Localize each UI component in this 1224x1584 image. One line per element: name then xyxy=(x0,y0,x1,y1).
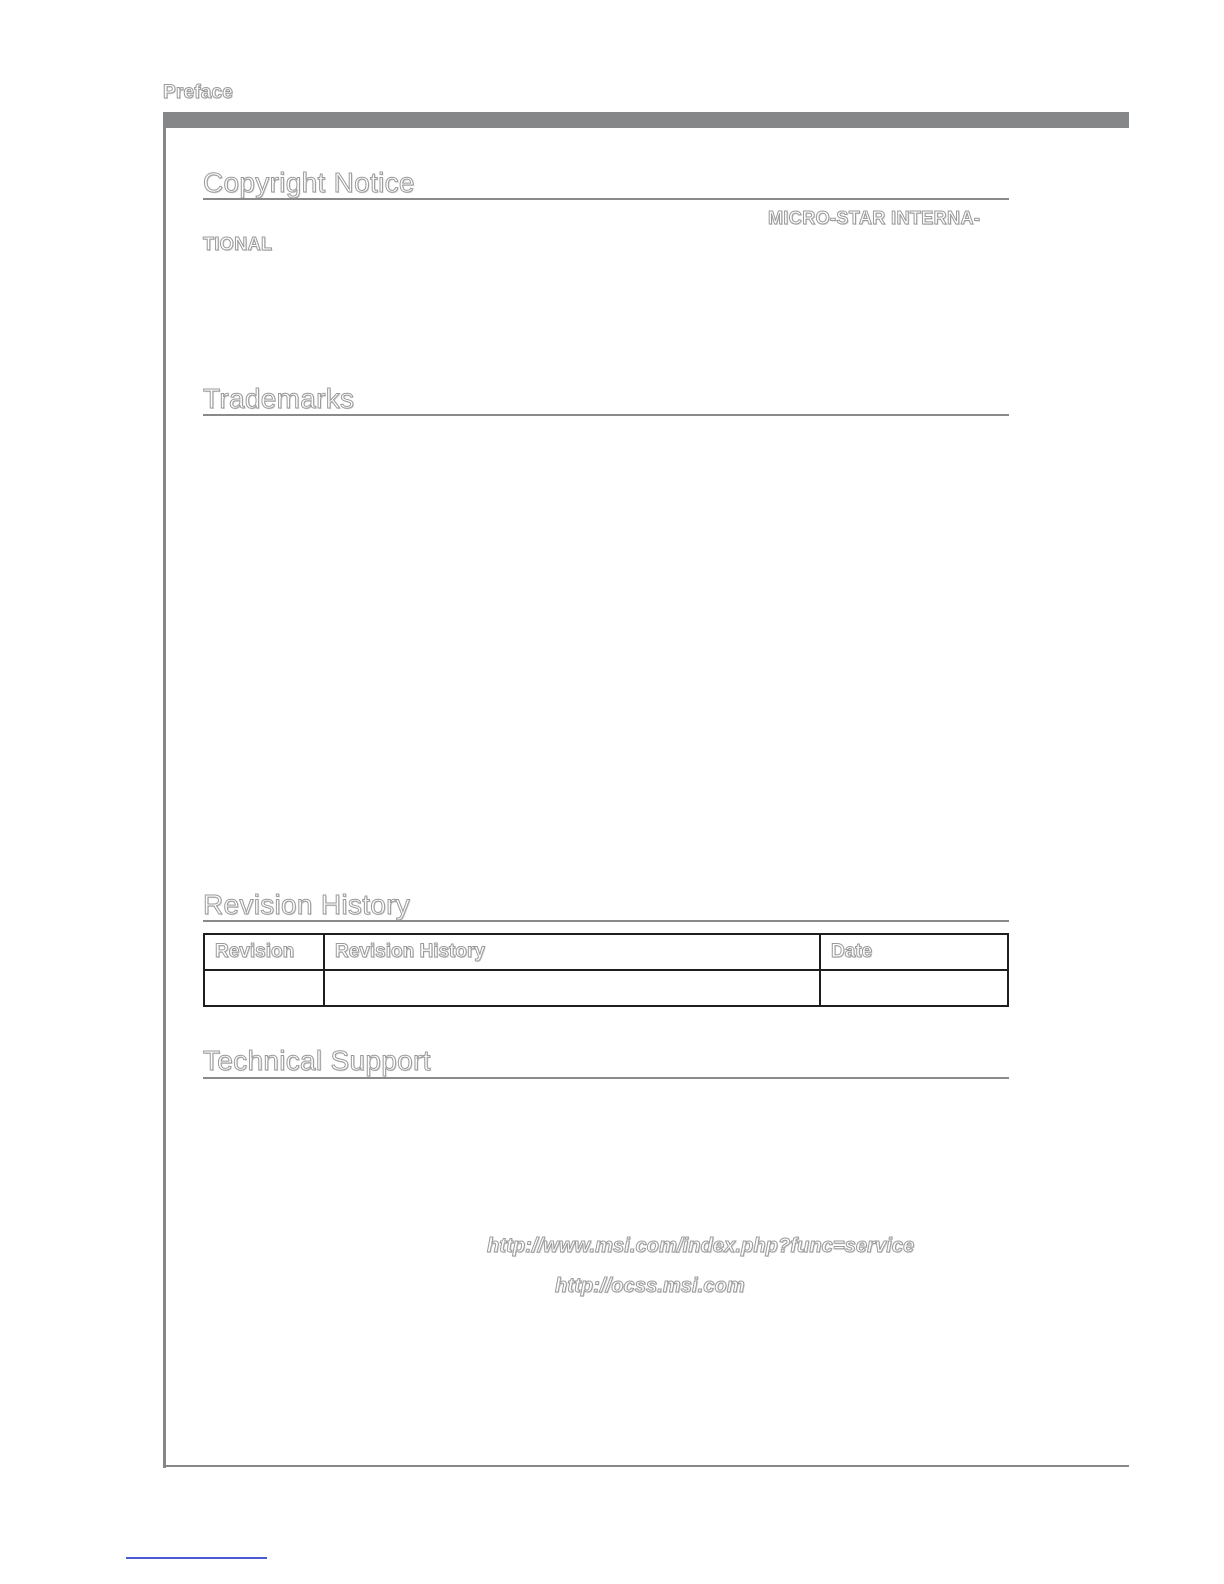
page-section-label: Preface xyxy=(163,82,234,103)
bottom-rule xyxy=(163,1465,1129,1467)
footer-link-underline xyxy=(126,1557,267,1559)
table-row xyxy=(204,970,1008,1006)
company-name-part1: MICRO-STAR INTERNA- xyxy=(768,208,981,228)
table-cell-revision xyxy=(204,970,324,1006)
header-bar xyxy=(163,112,1129,128)
ocss-url-link[interactable]: http://ocss.msi.com xyxy=(555,1275,745,1297)
technical-support-rule xyxy=(203,1077,1009,1079)
technical-support-title: Technical Support xyxy=(203,1045,431,1076)
revision-table xyxy=(203,933,1009,1007)
revision-history-rule xyxy=(203,920,1009,922)
company-name-part2: TIONAL xyxy=(203,234,273,254)
trademarks-rule xyxy=(203,414,1009,416)
table-cell-date xyxy=(820,970,1008,1006)
column-header-revision-history: Revision History xyxy=(324,934,820,970)
table-header-row xyxy=(204,934,1008,970)
copyright-title: Copyright Notice xyxy=(203,167,415,198)
column-header-revision: Revision xyxy=(204,934,324,970)
trademarks-title: Trademarks xyxy=(203,383,355,414)
table-cell-history xyxy=(324,970,820,1006)
service-url-link[interactable]: http://www.msi.com/index.php?func=service xyxy=(487,1235,915,1257)
left-margin-rule xyxy=(163,112,166,1468)
revision-history-title: Revision History xyxy=(203,889,411,920)
column-header-date: Date xyxy=(820,934,1008,970)
copyright-rule xyxy=(203,198,1009,200)
